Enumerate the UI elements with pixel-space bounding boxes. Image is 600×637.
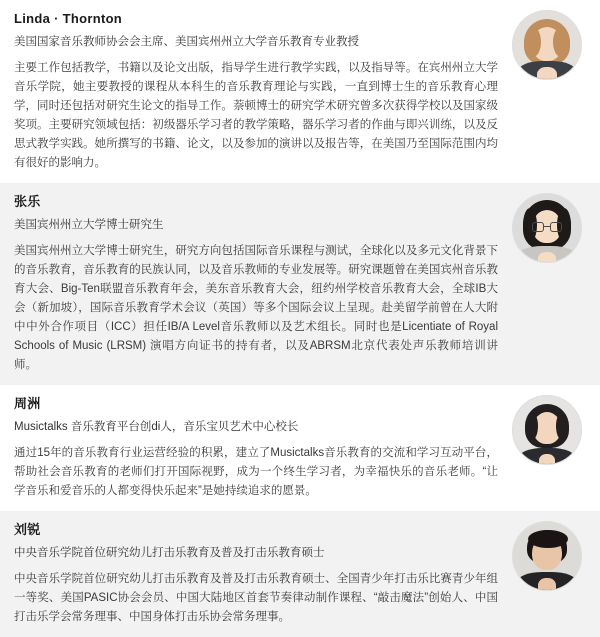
avatar-linda-thornton bbox=[512, 10, 582, 80]
speaker-title: 美国宾州州立大学博士研究生 bbox=[14, 219, 164, 231]
speaker-card-linda-thornton bbox=[0, 0, 600, 183]
speaker-bio: 主要工作包括教学，书籍以及论文出版，指导学生进行教学实践，以及指导等。在宾州州立大学音乐学院，她主要教授的课程从本科生的音乐教育理论与实践，一直到博士生的音乐教育心理学，同时还包括对研究生论文的指导工作。萘顿博士的研究学术研究曾多次获得学校以及国家级奖项。主要研究领域包括：初级器乐学习者的教学策略，器乐学习者的作曲与即兴训练，以及反思式教学实践。她所撰写的书籍、论文，以及参加的演讲以及报告等，在美国乃至国际范围内均有很好的影响力。 bbox=[14, 62, 498, 169]
speaker-card-liu-rui bbox=[0, 511, 600, 637]
speaker-bio: 中央音乐学院首位研究幼儿打击乐教育及普及打击乐教育硕士、全国青少年打击乐比赛青少年组一等奖、美国PASIC协会会员、中国大陆地区首套节奏律动制作课程、“敲击魔法”创始人、中国打击乐学会常务理事、中国身体打击乐协会常务理事。 bbox=[14, 573, 498, 623]
speaker-text-column bbox=[14, 8, 508, 173]
speaker-title: 美国国家音乐教师协会会主席、美国宾州州立大学音乐教育专业教授 bbox=[14, 36, 359, 48]
speaker-title: Musictalks 音乐教育平台创di人，音乐宝贝艺术中心校长 bbox=[14, 421, 299, 433]
speaker-name: 张乐 bbox=[14, 194, 41, 209]
speaker-text-column bbox=[14, 393, 508, 501]
speaker-name: 周洲 bbox=[14, 396, 41, 411]
speaker-bio: 美国宾州州立大学博士研究生，研究方向包括国际音乐课程与测试，全球化以及多元文化背景下的音乐教育，音乐教育的民族认同，以及音乐教师的专业发展等。研究课题曾在美国宾州音乐教育大会、Big-Ten联盟音乐教育年会，美东音乐教育大会，纽约州学校音乐教育大会，全球IB大会（新加坡），国际音乐教育学术会议（英国）等多个国际会议上呈现。赴美留学前曾在人大附中中外合作项目（ICC）担任IB/A Level音乐教师以及艺术组长。同时也是Licentiate of Royal Schools of Music (LRSM) 演唱方向证书的持有者，以及ABRSM北京代表处声乐教师培训讲师。 bbox=[14, 245, 498, 371]
speaker-name: 刘锐 bbox=[14, 522, 41, 537]
speaker-text-column bbox=[14, 191, 508, 375]
speaker-title: 中央音乐学院首位研究幼儿打击乐教育及普及打击乐教育硕士 bbox=[14, 547, 325, 559]
speaker-bio: 通过15年的音乐教育行业运营经验的积累，建立了Musictalks音乐教育的交流和学习互动平台，帮助社会音乐教育的老师们打开国际视野，成为一个终生学习者，为幸福快乐的音乐老师。“让学音乐和爱音乐的人都变得快乐起来”是她持续追求的愿景。 bbox=[14, 447, 498, 497]
glasses-icon bbox=[532, 222, 562, 232]
speaker-photo-column bbox=[508, 8, 586, 80]
speaker-text-column bbox=[14, 519, 508, 627]
avatar-liu-rui bbox=[512, 521, 582, 591]
speaker-card-zhou-zhou bbox=[0, 385, 600, 511]
speaker-photo-column bbox=[508, 191, 586, 263]
speaker-photo-column bbox=[508, 519, 586, 591]
speaker-name: Linda · Thornton bbox=[14, 11, 123, 26]
avatar-zhou-zhou bbox=[512, 395, 582, 465]
speaker-card-zhang-le bbox=[0, 183, 600, 385]
speaker-photo-column bbox=[508, 393, 586, 465]
avatar-zhang-le bbox=[512, 193, 582, 263]
